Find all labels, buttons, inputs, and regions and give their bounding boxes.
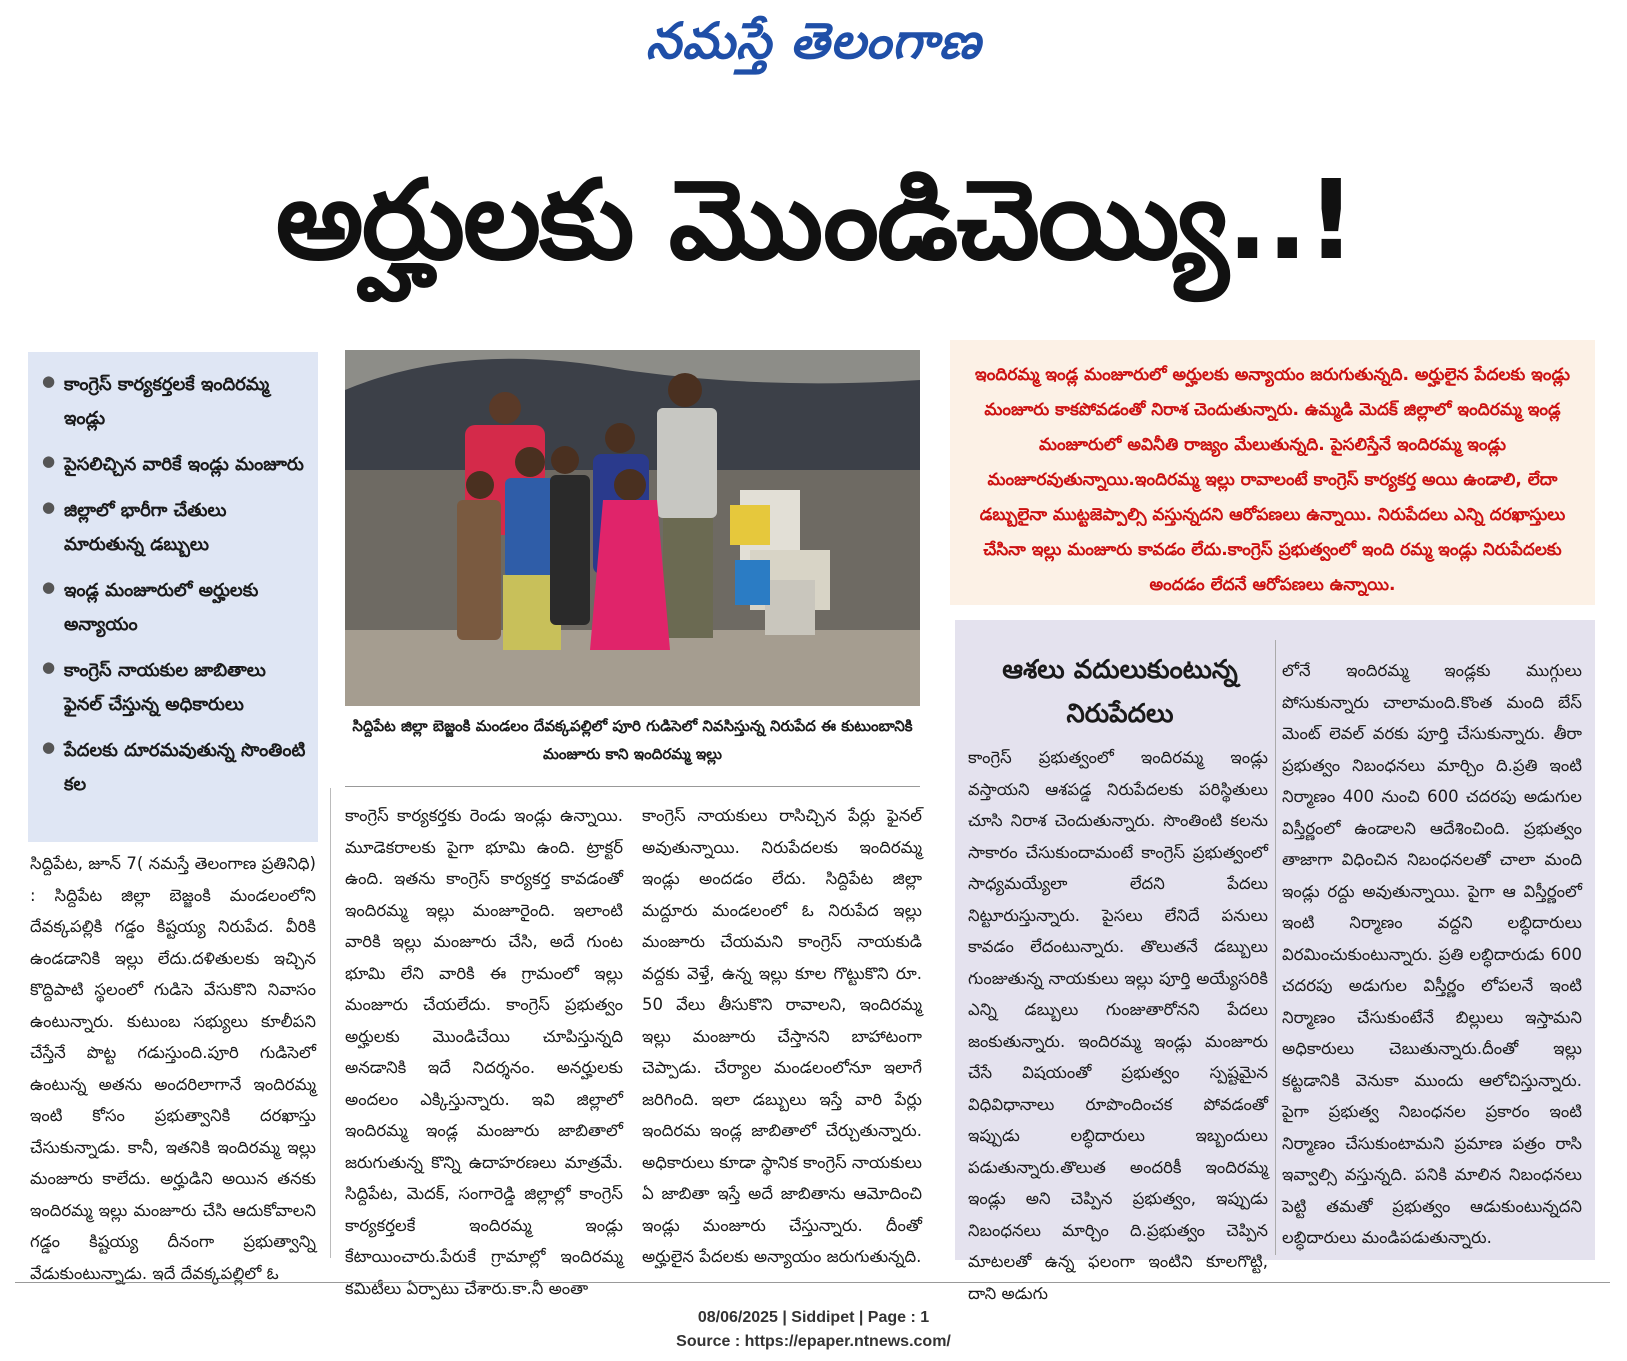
article-column-3: కాంగ్రెస్ నాయకులు రాసిచ్చిన పేర్లు ఫైనల్ అవుతున్నాయి. నిరుపేదలకు ఇందిరమ్మ ఇండ్లు అందడం లేదు. సిద్దిపేట జిల్లా మద్దూరు మండలంలో ఓ నిరుపేద ఇల్లు మంజూరు చేయమని కాంగ్రెస్ నాయకుడి వద్దకు వెళ్తే, ఉన్న ఇల్లు కూల గొట్టుకొని రూ. 50 వేలు తీసుకొని రావాలని, ఇందిరమ్మ ఇల్లు మంజూరు చేస్తానని బాహాటంగా చెప్పాడు. చేర్యాల మండలంలోనూ ఇలాగే జరిగింది. ఇలా డబ్బులు ఇస్తే వారి పేర్లు ఇందిరమ ఇండ్ల జాబితాలో చేర్చుతున్నారు. అధికారులు కూడా స్థానిక కాంగ్రెస్ నాయకులు ఏ జాబితా ఇస్తే అదే జాబితాను ఆమోదించి ఇండ్లు మంజూరు చేస్తున్నారు. దీంతో అర్హులైన పేదలకు అన్యాయం జరుగుతున్నది. — [642, 806, 922, 1266]
sub-story-column-2: లోనే ఇందిరమ్మ ఇండ్లకు ముగ్గులు పోసుకున్నారు చాలామంది.కొంత మంది బేస్ మెంట్ లెవల్ వరకు పూర్తి చేసుకున్నారు. తీరా ప్రభుత్వం నిబంధనలు మార్చిం ది.ప్రతి ఇంటి నిర్మాణం 400 నుంచి 600 చదరపు అడుగుల విస్తీర్ణంలో ఉండాలని ఆదేశించింది. ప్రభుత్వం తాజాగా విధించిన నిబంధనలతో చాలా మంది ఇండ్లు రద్దు అవుతున్నాయి. పైగా ఆ విస్తీర్ణంలో ఇంటి నిర్మాణం వద్దని లబ్ధిదారులు విరమించుకుంటున్నారు. ప్రతి లబ్ధిదారుడు 600 చదరపు అడుగుల విస్తీర్ణం లోపలనే ఇంటి నిర్మాణం చేసుకుంటేనే బిల్లులు ఇస్తామని అధికారులు చెబుతున్నారు.దీంతో ఇల్లు కట్టడానికి వెనుకా ముందు ఆలోచిస్తున్నారు. పైగా ప్రభుత్వ నిబంధనల ప్రకారం ఇంటి నిర్మాణం చేసుకుంటామని ప్రమాణ పత్రం రాసి ఇవ్వాల్సి వస్తున్నది. పనికి మాలిన నిబంధనలు పెట్టి తమతో ప్రభుత్వం ఆడుకుంటున్నదని లబ్ధిదారులు మండిపడుతున్నారు. — [1282, 661, 1582, 1247]
divider — [345, 786, 920, 787]
highlight-text: పేదలకు దూరమవుతున్న సొంతింటి కల — [64, 740, 306, 795]
divider — [15, 1282, 1610, 1283]
bullet-icon: ● — [42, 452, 56, 470]
highlight-text: పైసలిచ్చిన వారికే ఇండ్లు మంజూరు — [64, 454, 304, 475]
highlight-item — [42, 448, 308, 482]
column-divider — [1275, 640, 1276, 1255]
headline: అర్హులకు మొండిచెయ్యి..! — [275, 156, 1355, 284]
bullet-icon: ● — [42, 658, 56, 676]
photo-caption: సిద్దిపేట జిల్లా బెజ్జంకి మండలం దేవక్కపల్లిలో పూరి గుడిసెలో నివసిస్తున్న నిరుపేద ఈ కుటుంబానికి మంజూరు కాని ఇందిరమ్మ ఇల్లు — [352, 717, 913, 763]
bullet-icon: ● — [42, 578, 56, 596]
footer-source-link[interactable]: Source : https://epaper.ntnews.com/ — [676, 1333, 951, 1350]
bullet-icon: ● — [42, 738, 56, 756]
masthead-logo: నమస్తే తెలంగాణ — [645, 12, 982, 70]
sub-headline: ఆశలు వదులుకుంటున్న నిరుపేదలు — [1002, 655, 1238, 729]
sub-story-column-1: కాంగ్రెస్ ప్రభుత్వంలో ఇందిరమ్మ ఇండ్లు వస్తాయని ఆశపడ్డ నిరుపేదలకు పరిస్థితులు చూసి నిరాశ చెందుతున్నారు. సొంతింటి కలను సాకారం చేసుకుందామంటే కాంగ్రెస్ ప్రభుత్వంలో సాధ్యమయ్యేలా లేదని పేదలు నిట్టూరుస్తున్నారు. పైసలు లేనిదే పనులు కావడం లేదంటున్నారు. తొలుతనే డబ్బులు గుంజుతున్న నాయకులు ఇల్లు పూర్తి అయ్యేసరికి ఎన్ని డబ్బులు గుంజుతారోనని పేదలు జంకుతున్నారు. ఇందిరమ్మ ఇండ్లు మంజూరు చేసే విషయంతో ప్రభుత్వం స్పష్టమైన విధివిధానాలు రూపొందించక పోవడంతో ఇప్పుడు లబ్ధిదారులు ఇబ్బందులు పడుతున్నారు.తొలుత అందరికీ ఇందిరమ్మ ఇండ్లు అని చెప్పిన ప్రభుత్వం, ఇప్పుడు నిబంధనలు మార్చిం ది.ప్రభుత్వం చెప్పిన మాటలతో ఉన్న ఫలంగా ఇంటిని కూలగొట్టి, దాని అడుగు — [968, 748, 1268, 1303]
highlights-box — [28, 352, 318, 842]
highlight-text: కాంగ్రెస్ నాయకుల జాబితాలు ఫైనల్ చేస్తున్న అధికారులు — [64, 660, 266, 715]
highlight-item — [42, 368, 308, 436]
article-column-2: కాంగ్రెస్ కార్యకర్తకు రెండు ఇండ్లు ఉన్నాయి. మూడెకరాలకు పైగా భూమి ఉంది. ట్రాక్టర్ ఉంది. ఇతను కాంగ్రెస్ కార్యకర్త కావడంతో ఇందిరమ్మ ఇల్లు మంజూరైంది. ఇలాంటి వారికి ఇల్లు మంజూరు చేసి, అదే గుంట భూమి లేని వారికి ఈ గ్రామంలో ఇల్లు మంజూరు చేయలేదు. కాంగ్రెస్ ప్రభుత్వం అర్హులకు మొండిచేయి చూపిస్తున్నది అనడానికి ఇదే నిదర్శనం. అనర్హులకు అందలం ఎక్కిస్తున్నారు. ఇవి జిల్లాలో ఇందిరమ్మ ఇండ్ల మంజూరు జాబితాలో జరుగుతున్న కొన్ని ఉదాహరణలు మాత్రమే. సిద్దిపేట, మెదక్, సంగారెడ్డి జిల్లాల్లో కాంగ్రెస్ కార్యకర్తలకే ఇందిరమ్మ ఇండ్లు కేటాయించారు.పేరుకే గ్రామాల్లో ఇందిరమ్మ కమిటీలు ఏర్పాటు చేశారు.కా.నీ అంతా — [345, 806, 623, 1298]
highlight-item — [42, 654, 308, 722]
summary-box: ఇందిరమ్మ ఇండ్ల మంజూరులో అర్హులకు అన్యాయం జరుగుతున్నది. అర్హులైన పేదలకు ఇండ్లు మంజూరు కాకపోవడంతో నిరాశ చెందుతున్నారు. ఉమ్మడి మెదక్ జిల్లాలో ఇందిరమ్మ ఇండ్ల మంజూరులో అవినీతి రాజ్యం మేలుతున్నది. పైసలిస్తేనే ఇందిరమ్మ ఇండ్లు మంజూరవుతున్నాయి.ఇందిరమ్మ ఇల్లు రావాలంటే కాంగ్రెస్ కార్యకర్త అయి ఉండాలి, లేదా డబ్బులైనా ముట్టజెప్పాల్సి వస్తున్నదని ఆరోపణలు ఉన్నాయి. నిరుపేదలు ఎన్ని దరఖాస్తులు చేసినా ఇల్లు మంజూరు కావడం లేదు.కాంగ్రెస్ ప్రభుత్వంలో ఇంది రమ్మ ఇండ్లు నిరుపేదలకు అందడం లేదనే ఆరోపణలు ఉన్నాయి. — [950, 340, 1595, 605]
highlight-text: జిల్లాలో భారీగా చేతులు మారుతున్న డబ్బులు — [64, 500, 227, 555]
bullet-icon: ● — [42, 372, 56, 390]
highlight-item — [42, 574, 308, 642]
footer-date-line: 08/06/2025 | Siddipet | Page : 1 — [697, 1309, 930, 1326]
highlight-text: ఇండ్ల మంజూరులో అర్హులకు అన్యాయం — [64, 580, 259, 635]
family-photo-illustration — [345, 350, 920, 706]
column-divider — [330, 788, 331, 1258]
article-column-1: సిద్దిపేట, జూన్ 7( నమస్తే తెలంగాణ ప్రతినిధి) : సిద్దిపేట జిల్లా బెజ్జంకి మండలంలోని దేవక్కపల్లికి గడ్డం కిష్టయ్య నిరుపేద. వీరికి ఉండడానికి ఇల్లు లేదు.దళితులకు ఇచ్చిన కొద్దిపాటి స్థలంలో గుడిసె వేసుకొని నివాసం ఉంటున్నారు. కుటుంబ సభ్యులు కూలీపని చేస్తేనే పొట్ట గడుస్తుంది.పూరి గుడిసెలో ఉంటున్న అతను అందరిలాగానే ఇందిరమ్మ ఇంటి కోసం ప్రభుత్వానికి దరఖాస్తు చేసుకున్నాడు. కానీ, ఇతనికి ఇందిరమ్మ ఇల్లు మంజూరు కాలేదు. అర్హుడిని అయిన తనకు ఇందిరమ్మ ఇల్లు మంజూరు చేసి ఆదుకోవాలని గడ్డం కిష్టయ్య దీనంగా ప్రభుత్వాన్ని వేడుకుంటున్నాడు. ఇదే దేవక్కపల్లిలో ఓ — [30, 854, 316, 1283]
bullet-icon: ● — [42, 498, 56, 516]
highlight-item — [42, 494, 308, 562]
footer — [0, 1306, 1627, 1356]
family-photo — [345, 350, 920, 706]
highlight-item — [42, 734, 308, 802]
highlight-text: కాంగ్రెస్ కార్యకర్తలకే ఇందిరమ్మ ఇండ్లు — [64, 374, 270, 429]
